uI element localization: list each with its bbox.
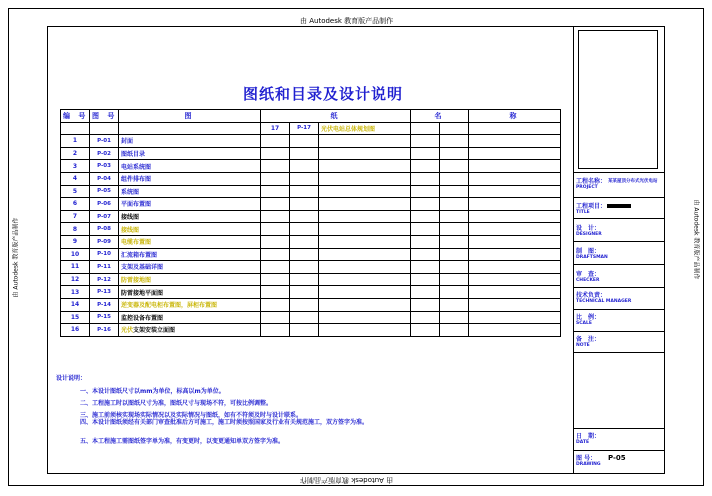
row-name: 平面布置图	[119, 198, 261, 211]
row-name: 支架及基础详图	[119, 261, 261, 274]
empty-cell	[411, 198, 440, 211]
row-name: 逆变器及配电柜布置图，屏柜布置图	[119, 298, 261, 311]
row-code: P-09	[90, 235, 119, 248]
tb-date-label: 日 期：	[576, 433, 601, 440]
empty-cell	[319, 261, 411, 274]
row-code: P-08	[90, 223, 119, 236]
empty-cell	[469, 160, 561, 173]
empty-cell	[469, 198, 561, 211]
row-name: 接线图	[119, 210, 261, 223]
tb-project-label: 工程名称：	[576, 178, 607, 185]
empty-cell	[440, 311, 469, 324]
sub-num: 17	[261, 122, 290, 135]
empty-cell	[440, 324, 469, 337]
table-row	[61, 210, 561, 223]
empty-cell	[261, 210, 290, 223]
empty-cell	[319, 210, 411, 223]
empty-cell	[290, 273, 319, 286]
empty-cell	[261, 198, 290, 211]
empty-cell	[290, 185, 319, 198]
tb-drawing-no-sub: DRAWING	[576, 462, 601, 467]
empty-cell	[261, 160, 290, 173]
watermark-top: 由 Autodesk 教育版产品制作	[300, 17, 394, 25]
tb-project-value: 某某屋顶分布式光伏电站	[608, 179, 658, 184]
row-num: 7	[61, 210, 90, 223]
row-num: 9	[61, 235, 90, 248]
tb-item-redacted	[607, 204, 631, 208]
table-row	[61, 248, 561, 261]
note-5: 五、本工程施工需图纸签字单为准，有变更时，以变更通知单双方签字为准。	[80, 438, 285, 445]
watermark-right: 由 Autodesk 教育版产品制作	[692, 199, 700, 280]
empty-cell	[290, 298, 319, 311]
row-name: 汇流箱布置图	[119, 248, 261, 261]
table-row	[61, 311, 561, 324]
empty-cell	[319, 160, 411, 173]
empty-cell	[469, 324, 561, 337]
empty-cell	[261, 147, 290, 160]
empty-cell	[411, 235, 440, 248]
row-code: P-05	[90, 185, 119, 198]
row-name: 电站系统图	[119, 160, 261, 173]
note-3: 三、施工前须核实现场实际情况以及实际情况与图纸，如有不符须及时与设计联系。	[80, 412, 303, 419]
empty-cell	[319, 172, 411, 185]
row-num: 16	[61, 324, 90, 337]
tb-remark-sub: NOTE	[576, 343, 590, 348]
empty-cell	[440, 147, 469, 160]
empty-cell	[469, 135, 561, 148]
empty-cell	[261, 261, 290, 274]
empty-cell	[261, 311, 290, 324]
row-name: 防雷接地图	[119, 273, 261, 286]
row-code: P-15	[90, 311, 119, 324]
empty-cell	[290, 235, 319, 248]
row-name: 组件排布图	[119, 172, 261, 185]
empty-cell	[261, 298, 290, 311]
row-name: 系统图	[119, 185, 261, 198]
row-num: 1	[61, 135, 90, 148]
watermark-bottom: 由 Autodesk 教育版产品制作	[300, 476, 394, 484]
row-num: 2	[61, 147, 90, 160]
empty-cell	[440, 273, 469, 286]
row-code: P-01	[90, 135, 119, 148]
empty-cell	[319, 185, 411, 198]
empty-cell	[440, 185, 469, 198]
notes-heading: 设计说明：	[56, 375, 87, 382]
page-title: 图纸和目录及设计说明	[243, 85, 404, 103]
empty-cell	[411, 185, 440, 198]
row-code: P-13	[90, 286, 119, 299]
empty-cell	[411, 223, 440, 236]
row-code: P-06	[90, 198, 119, 211]
empty-cell	[319, 223, 411, 236]
tb-tech-sub: TECHNICAL MANAGER	[576, 299, 632, 304]
table-row	[61, 198, 561, 211]
empty-cell	[261, 273, 290, 286]
table-row	[61, 298, 561, 311]
row-name-rest: 支架安装立面图	[133, 327, 176, 335]
table-row	[61, 147, 561, 160]
tb-drawing-no-value: P-05	[608, 454, 626, 462]
col-header-name-2: 纸	[261, 110, 411, 123]
table-body	[61, 135, 561, 337]
empty-cell	[290, 324, 319, 337]
row-code: P-07	[90, 210, 119, 223]
tb-remark-label: 备 注：	[576, 336, 601, 343]
row-num: 8	[61, 223, 90, 236]
empty-cell	[261, 248, 290, 261]
logo-box	[578, 30, 658, 169]
empty-cell	[411, 248, 440, 261]
table-subheader-row	[61, 122, 561, 135]
empty-cell	[469, 185, 561, 198]
empty-cell	[319, 298, 411, 311]
empty-cell	[440, 160, 469, 173]
empty-cell	[411, 311, 440, 324]
empty-cell	[319, 135, 411, 148]
sub-code: P-17	[290, 122, 319, 135]
empty-cell	[411, 273, 440, 286]
tb-draw-sub: DRAFTSMAN	[576, 255, 608, 260]
tb-check-label: 审 查：	[576, 271, 601, 278]
empty-cell	[411, 147, 440, 160]
table-row	[61, 286, 561, 299]
empty-cell	[469, 261, 561, 274]
table-row	[61, 235, 561, 248]
empty-cell	[469, 223, 561, 236]
tb-date-sub: DATE	[576, 440, 590, 445]
empty-cell	[411, 160, 440, 173]
col-header-name-1: 图	[119, 110, 261, 123]
empty-cell	[469, 210, 561, 223]
empty-cell	[440, 248, 469, 261]
row-num: 14	[61, 298, 90, 311]
row-code: P-11	[90, 261, 119, 274]
empty-cell	[319, 324, 411, 337]
empty-cell	[440, 172, 469, 185]
empty-cell	[440, 286, 469, 299]
row-code: P-14	[90, 298, 119, 311]
table-row	[61, 324, 561, 337]
empty-cell	[411, 172, 440, 185]
row-code: P-10	[90, 248, 119, 261]
row-name: 接线图	[119, 223, 261, 236]
empty-cell	[261, 172, 290, 185]
empty-cell	[290, 147, 319, 160]
empty-cell	[290, 198, 319, 211]
empty-cell	[261, 286, 290, 299]
tb-design-sub: DESIGNER	[576, 232, 602, 237]
row-num: 15	[61, 311, 90, 324]
note-1: 一、本设计图纸尺寸以mm为单位，标高以m为单位。	[80, 388, 225, 395]
drawing-list-table	[60, 109, 561, 337]
tb-drawing-no-label: 图 号：	[576, 455, 597, 462]
empty-cell	[440, 235, 469, 248]
watermark-left: 由 Autodesk 教育版产品制作	[12, 217, 20, 298]
row-name: 防雷接地平面图	[119, 286, 261, 299]
empty-cell	[440, 210, 469, 223]
empty-cell	[290, 210, 319, 223]
row-num: 6	[61, 198, 90, 211]
empty-cell	[469, 147, 561, 160]
row-name: 监控设备布置图	[119, 311, 261, 324]
empty-cell	[261, 235, 290, 248]
col-header-num: 编 号	[61, 110, 90, 123]
empty-cell	[319, 235, 411, 248]
empty-cell	[469, 286, 561, 299]
empty-cell	[319, 311, 411, 324]
empty-cell	[261, 223, 290, 236]
empty-cell	[469, 172, 561, 185]
empty-cell	[290, 223, 319, 236]
empty-cell	[411, 135, 440, 148]
row-code: P-04	[90, 172, 119, 185]
empty-cell	[469, 273, 561, 286]
row-name: 封面	[119, 135, 261, 148]
table-row	[61, 135, 561, 148]
empty-cell	[469, 248, 561, 261]
row-name-prefix: 光伏	[121, 327, 134, 335]
table-row	[61, 185, 561, 198]
row-num: 11	[61, 261, 90, 274]
row-num: 13	[61, 286, 90, 299]
empty-cell	[440, 135, 469, 148]
table-row	[61, 223, 561, 236]
row-num: 4	[61, 172, 90, 185]
empty-cell	[411, 324, 440, 337]
tb-draw-label: 制 图：	[576, 248, 601, 255]
empty-cell	[469, 298, 561, 311]
empty-cell	[411, 210, 440, 223]
row-num: 3	[61, 160, 90, 173]
empty-cell	[290, 286, 319, 299]
tb-item-label: 工程项目：	[576, 203, 607, 210]
table-row	[61, 172, 561, 185]
empty-cell	[261, 135, 290, 148]
row-num: 10	[61, 248, 90, 261]
row-code: P-16	[90, 324, 119, 337]
empty-cell	[319, 147, 411, 160]
empty-cell	[290, 160, 319, 173]
table-row	[61, 261, 561, 274]
table-header-row	[61, 110, 561, 123]
empty-cell	[411, 286, 440, 299]
col-header-name-3: 名	[411, 110, 469, 123]
empty-cell	[290, 311, 319, 324]
col-header-name-4: 称	[469, 110, 561, 123]
empty-cell	[319, 286, 411, 299]
empty-cell	[290, 248, 319, 261]
note-4: 四、本设计图纸须经有关部门审查批准后方可施工，施工时须按照国家及行业有关规范施工，双方签字为准。	[80, 419, 369, 426]
empty-cell	[261, 185, 290, 198]
empty-cell	[469, 311, 561, 324]
row-name	[119, 324, 261, 337]
row-num: 5	[61, 185, 90, 198]
tb-project-sub: PROJECT	[576, 185, 598, 190]
empty-cell	[411, 298, 440, 311]
empty-cell	[290, 135, 319, 148]
empty-cell	[319, 273, 411, 286]
table-row	[61, 160, 561, 173]
empty-cell	[440, 261, 469, 274]
row-name: 图纸目录	[119, 147, 261, 160]
table-row	[61, 273, 561, 286]
empty-cell	[290, 172, 319, 185]
row-code: P-02	[90, 147, 119, 160]
note-2: 二、工程施工时以图纸尺寸为准，图纸尺寸与现场不符，可按比例调整。	[80, 400, 273, 407]
tb-check-sub: CHECKER	[576, 278, 600, 283]
empty-cell	[290, 261, 319, 274]
empty-cell	[440, 198, 469, 211]
tb-scale-sub: SCALE	[576, 321, 592, 326]
row-code: P-12	[90, 273, 119, 286]
empty-cell	[411, 261, 440, 274]
row-code: P-03	[90, 160, 119, 173]
tb-tech-label: 技术负责：	[576, 292, 607, 299]
empty-cell	[319, 248, 411, 261]
row-num: 12	[61, 273, 90, 286]
tb-item-sub: TITLE	[576, 210, 590, 215]
empty-cell	[440, 298, 469, 311]
col-header-code: 图 号	[90, 110, 119, 123]
sub-name: 光伏电站总体规划图	[319, 122, 411, 135]
empty-cell	[261, 324, 290, 337]
empty-cell	[440, 223, 469, 236]
tb-design-label: 设 计：	[576, 225, 601, 232]
row-name: 电缆布置图	[119, 235, 261, 248]
empty-cell	[469, 235, 561, 248]
tb-scale-label: 比 例：	[576, 314, 601, 321]
empty-cell	[319, 198, 411, 211]
